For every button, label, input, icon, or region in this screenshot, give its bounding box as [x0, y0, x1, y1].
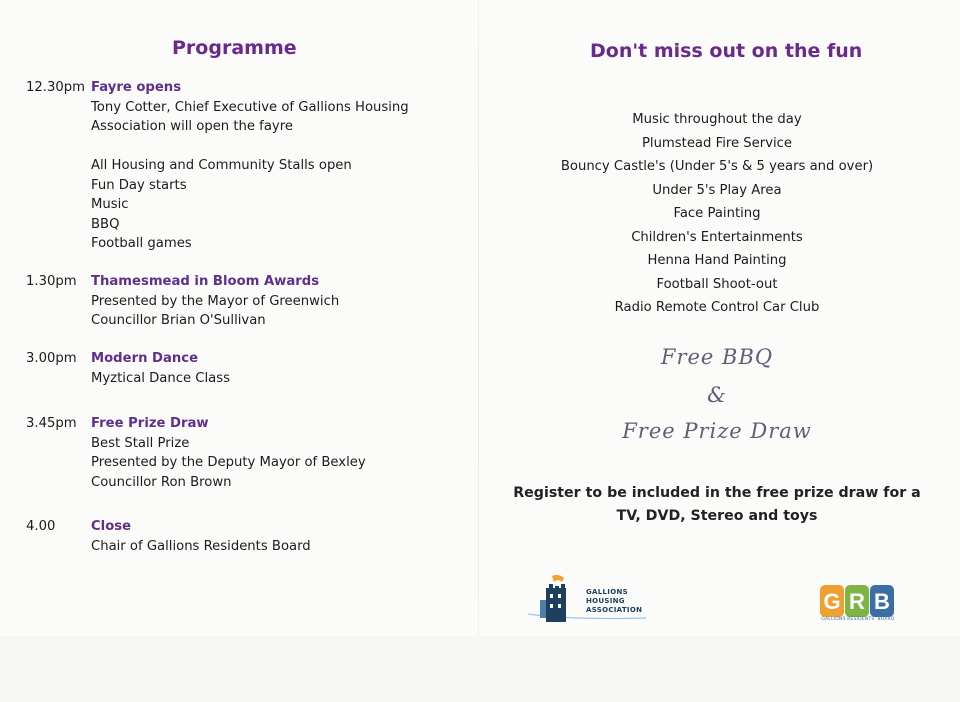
grb-letter-b: B: [874, 589, 890, 614]
programme-line: Councillor Brian O'Sullivan: [91, 313, 266, 328]
programme-entry: [91, 349, 461, 388]
programme-line: BBQ: [91, 216, 120, 232]
activity-item: Children's Entertainments: [631, 229, 803, 245]
programme-line: Presented by the Deputy Mayor of Bexley: [91, 455, 366, 470]
programme-line: All Housing and Community Stalls open: [91, 158, 352, 173]
programme-line: Fun Day starts: [91, 177, 187, 193]
register-notice: [490, 482, 944, 528]
activities-list: [480, 108, 954, 320]
programme-entry: [91, 78, 461, 137]
grb-letter-g: G: [823, 589, 841, 614]
programme-line: Best Stall Prize: [91, 435, 190, 451]
programme-title: Programme: [172, 37, 297, 59]
activity-item: Face Painting: [673, 206, 761, 221]
page-margin: [0, 636, 960, 702]
register-line: TV, DVD, Stereo and toys: [616, 508, 818, 524]
logo-text-line: GALLIONS: [586, 588, 628, 596]
programme-line: Chair of Gallions Residents Board: [91, 538, 311, 554]
activity-item: Radio Remote Control Car Club: [614, 300, 820, 315]
fold-line: [478, 0, 479, 640]
handwritten-free-bbq: Free BBQ: [660, 345, 774, 369]
programme-time: 1.30pm: [26, 274, 77, 289]
activity-item: Football Shoot-out: [656, 276, 778, 292]
gallions-logo-text: [586, 588, 642, 615]
grb-subtitle: GALLIONS RESIDENTS' BOARD: [821, 617, 895, 622]
programme-line: Presented by the Mayor of Greenwich: [91, 293, 340, 309]
activity-item: Under 5's Play Area: [652, 182, 782, 198]
grb-letter-r: R: [849, 589, 865, 614]
programme-heading: Close: [91, 519, 132, 534]
activity-item: Bouncy Castle's (Under 5's & 5 years and over): [560, 159, 874, 174]
programme-entry: [91, 517, 461, 556]
programme-time: 4.00: [26, 519, 56, 534]
programme-heading: Free Prize Draw: [91, 416, 209, 431]
register-line: Register to be included in the free prize draw for a: [513, 485, 921, 501]
programme-line: Music: [91, 197, 129, 212]
programme-line: Football games: [91, 236, 192, 251]
activity-item: Plumstead Fire Service: [641, 135, 793, 151]
programme-time: 12.30pm: [26, 80, 85, 95]
handwritten-free-prize-draw: Free Prize Draw: [622, 419, 812, 443]
handwritten-ampersand: &: [707, 383, 727, 407]
programme-entry: [91, 272, 461, 331]
logo-text-line: ASSOCIATION: [586, 606, 643, 614]
activity-item: Music throughout the day: [632, 112, 802, 127]
programme-heading: Modern Dance: [91, 351, 199, 366]
activity-item: Henna Hand Painting: [647, 253, 787, 268]
programme-entry: [91, 414, 461, 492]
fun-title: Don't miss out on the fun: [590, 40, 863, 62]
programme-time: 3.45pm: [26, 416, 77, 431]
programme-entry: [91, 156, 461, 254]
programme-heading: Fayre opens: [91, 80, 182, 95]
logo-text-line: HOUSING: [586, 597, 625, 605]
programme-line: Association will open the fayre: [91, 119, 293, 134]
programme-heading: Thamesmead in Bloom Awards: [91, 274, 320, 289]
programme-line: Councillor Ron Brown: [91, 474, 232, 490]
programme-time: 3.00pm: [26, 351, 77, 366]
programme-line: Myztical Dance Class: [91, 370, 230, 386]
programme-line: Tony Cotter, Chief Executive of Gallions Housing: [91, 99, 409, 115]
